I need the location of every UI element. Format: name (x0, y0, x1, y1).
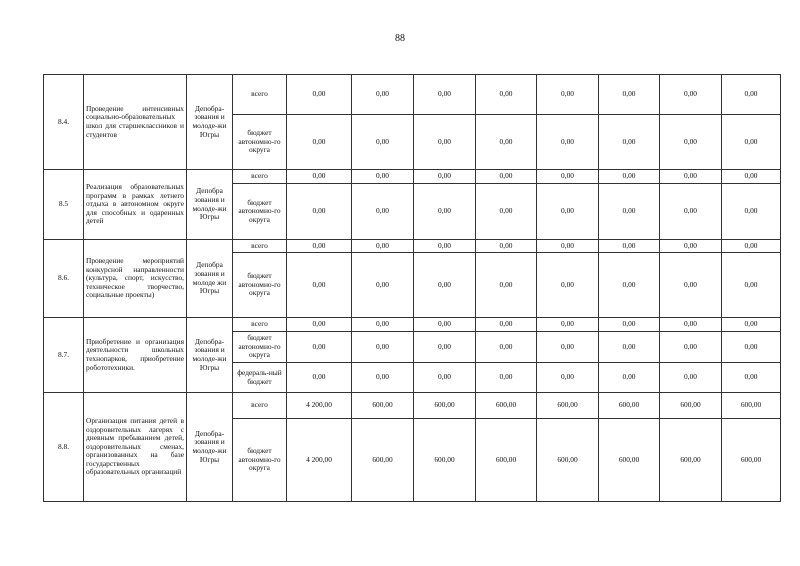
funding-source: бюджет автономно-го округа (233, 253, 287, 318)
amount-cell: 0,00 (660, 253, 722, 318)
amount-cell: 0,00 (537, 75, 599, 115)
amount-cell: 0,00 (352, 75, 414, 115)
amount-cell: 0,00 (352, 253, 414, 318)
amount-cell: 0,00 (599, 332, 660, 363)
amount-cell: 0,00 (537, 332, 599, 363)
table-row (44, 170, 781, 184)
funding-source: всего (233, 318, 287, 332)
amount-cell: 0,00 (476, 332, 537, 363)
amount-cell: 0,00 (722, 75, 781, 115)
amount-cell: 0,00 (722, 332, 781, 363)
amount-cell: 0,00 (660, 115, 722, 170)
funding-source: всего (233, 240, 287, 253)
amount-cell: 600,00 (722, 393, 781, 419)
amount-cell: 0,00 (599, 170, 660, 184)
amount-cell: 600,00 (414, 393, 476, 419)
amount-cell: 600,00 (352, 419, 414, 502)
executor: Депобра-зования и молоде-жи Югры (187, 318, 233, 393)
amount-cell: 0,00 (476, 115, 537, 170)
amount-cell: 0,00 (287, 184, 352, 240)
amount-cell: 0,00 (599, 253, 660, 318)
budget-table (43, 74, 781, 502)
row-number: 8.7. (44, 318, 84, 393)
amount-cell: 0,00 (660, 240, 722, 253)
table-row (44, 393, 781, 419)
row-number: 8.8. (44, 393, 84, 502)
amount-cell: 600,00 (599, 419, 660, 502)
amount-cell: 0,00 (537, 318, 599, 332)
amount-cell: 600,00 (476, 393, 537, 419)
funding-source: всего (233, 75, 287, 115)
amount-cell: 600,00 (537, 393, 599, 419)
funding-source: бюджет автономно-го округа (233, 419, 287, 502)
funding-source: федераль-ный бюджет (233, 363, 287, 393)
amount-cell: 0,00 (287, 318, 352, 332)
amount-cell: 0,00 (660, 170, 722, 184)
amount-cell: 600,00 (537, 419, 599, 502)
amount-cell: 0,00 (722, 240, 781, 253)
row-number: 8.4. (44, 75, 84, 170)
amount-cell: 4 200,00 (287, 393, 352, 419)
table-row (44, 318, 781, 332)
page-number: 88 (395, 33, 405, 44)
amount-cell: 0,00 (722, 115, 781, 170)
amount-cell: 0,00 (537, 184, 599, 240)
executor: Депобра зования и молоде жи Югры (187, 240, 233, 318)
activity-name: Проведение мероприятий конкурсной направленности (культура, спорт, искусство, техническое творчество, социальные проекты) (84, 240, 187, 318)
amount-cell: 0,00 (722, 318, 781, 332)
amount-cell: 0,00 (352, 115, 414, 170)
amount-cell: 0,00 (414, 363, 476, 393)
amount-cell: 0,00 (352, 332, 414, 363)
amount-cell: 0,00 (537, 363, 599, 393)
amount-cell: 0,00 (476, 75, 537, 115)
amount-cell: 0,00 (414, 240, 476, 253)
amount-cell: 0,00 (287, 253, 352, 318)
amount-cell: 0,00 (476, 318, 537, 332)
amount-cell: 0,00 (476, 363, 537, 393)
amount-cell: 0,00 (352, 170, 414, 184)
amount-cell: 0,00 (599, 318, 660, 332)
amount-cell: 0,00 (722, 170, 781, 184)
amount-cell: 0,00 (722, 253, 781, 318)
amount-cell: 0,00 (476, 240, 537, 253)
amount-cell: 0,00 (352, 363, 414, 393)
amount-cell: 0,00 (287, 240, 352, 253)
amount-cell: 0,00 (537, 170, 599, 184)
amount-cell: 0,00 (537, 253, 599, 318)
funding-source: всего (233, 393, 287, 419)
amount-cell: 0,00 (287, 170, 352, 184)
table-row (44, 75, 781, 115)
amount-cell: 0,00 (352, 318, 414, 332)
table-row (44, 240, 781, 253)
amount-cell: 0,00 (599, 363, 660, 393)
amount-cell: 0,00 (287, 75, 352, 115)
amount-cell: 0,00 (414, 253, 476, 318)
amount-cell: 0,00 (352, 184, 414, 240)
amount-cell: 0,00 (352, 240, 414, 253)
amount-cell: 4 200,00 (287, 419, 352, 502)
amount-cell: 0,00 (599, 184, 660, 240)
amount-cell: 600,00 (660, 393, 722, 419)
amount-cell: 0,00 (287, 332, 352, 363)
executor: Депобра-зования и молоде-жи Югры (187, 75, 233, 170)
amount-cell: 600,00 (660, 419, 722, 502)
activity-name: Проведение интенсивных социально-образовательных школ для старшеклассников и студентов (84, 75, 187, 170)
amount-cell: 600,00 (722, 419, 781, 502)
amount-cell: 0,00 (660, 184, 722, 240)
amount-cell: 600,00 (599, 393, 660, 419)
executor: Депобра зования и молоде-жи Югры (187, 170, 233, 240)
amount-cell: 0,00 (537, 240, 599, 253)
row-number: 8.5 (44, 170, 84, 240)
amount-cell: 0,00 (414, 332, 476, 363)
amount-cell: 0,00 (599, 75, 660, 115)
amount-cell: 600,00 (476, 419, 537, 502)
amount-cell: 0,00 (287, 115, 352, 170)
amount-cell: 0,00 (660, 75, 722, 115)
amount-cell: 0,00 (476, 184, 537, 240)
activity-name: Организация питания детей в оздоровительных лагерях с дневным пребыванием детей, оздоровительных сменах, организованных на базе государственных образовательных организаций (84, 393, 187, 502)
amount-cell: 0,00 (537, 115, 599, 170)
amount-cell: 600,00 (414, 419, 476, 502)
amount-cell: 0,00 (599, 115, 660, 170)
amount-cell: 0,00 (599, 240, 660, 253)
amount-cell: 0,00 (414, 115, 476, 170)
amount-cell: 0,00 (414, 75, 476, 115)
amount-cell: 0,00 (414, 170, 476, 184)
amount-cell: 0,00 (722, 184, 781, 240)
amount-cell: 0,00 (660, 318, 722, 332)
executor: Депобра-зования и молоде-жи Югры (187, 393, 233, 502)
amount-cell: 0,00 (287, 363, 352, 393)
funding-source: бюджет автономно-го округа (233, 332, 287, 363)
activity-name: Реализация образовательных программ в рамках летнего отдыха в автономном округе для способных и одаренных детей (84, 170, 187, 240)
funding-source: бюджет автономно-го округа (233, 115, 287, 170)
amount-cell: 0,00 (660, 332, 722, 363)
amount-cell: 0,00 (660, 363, 722, 393)
amount-cell: 0,00 (722, 363, 781, 393)
funding-source: бюджет автономно-го округа (233, 184, 287, 240)
amount-cell: 0,00 (476, 253, 537, 318)
activity-name: Приобретение и организация деятельности школьных технопарков, приобретение робототехники. (84, 318, 187, 393)
amount-cell: 600,00 (352, 393, 414, 419)
row-number: 8.6. (44, 240, 84, 318)
amount-cell: 0,00 (414, 184, 476, 240)
funding-source: всего (233, 170, 287, 184)
amount-cell: 0,00 (414, 318, 476, 332)
amount-cell: 0,00 (476, 170, 537, 184)
